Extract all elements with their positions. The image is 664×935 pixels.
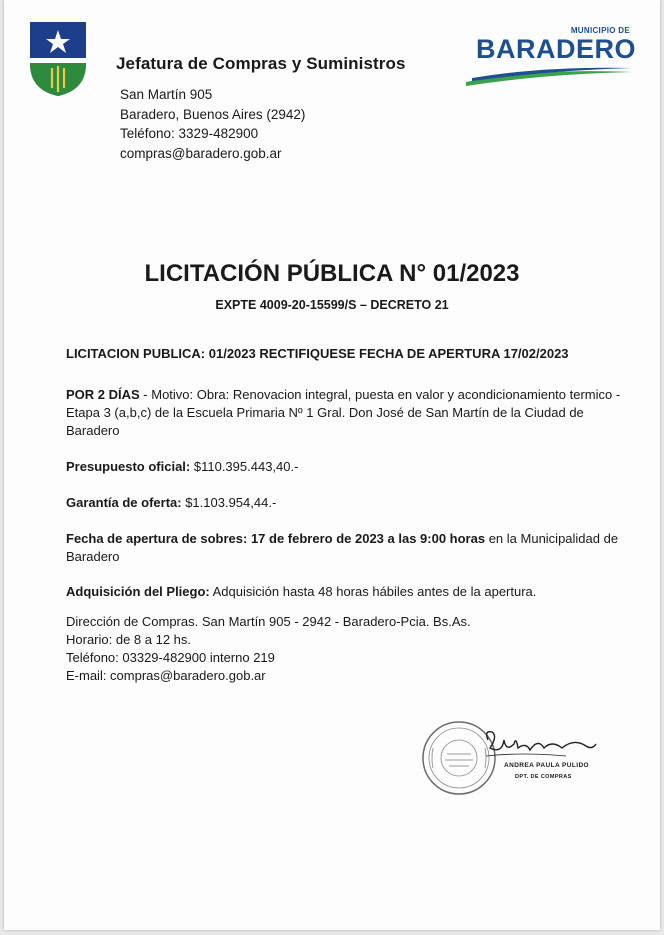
- address-street: San Martín 905: [120, 87, 213, 102]
- garantia-line: [66, 494, 626, 512]
- municipal-shield-icon: [28, 20, 88, 98]
- rectification-line: LICITACION PUBLICA: 01/2023 RECTIFIQUESE FECHA DE APERTURA 17/02/2023: [66, 346, 569, 361]
- document-title: LICITACIÓN PÚBLICA N° 01/2023: [144, 260, 520, 287]
- logo-municipio-text: MUNICIPIO DE: [570, 26, 630, 35]
- pliego-label: Adquisición del Pliego:: [66, 584, 210, 599]
- motivo-text: - Motivo: Obra: Renovacion integral, puesta en valor y acondicionamiento termico - Etapa 3 (a,b,c) de la Escuela Primaria Nº 1 Gral. Don José de San Martín de la Ciudad de Baradero: [66, 387, 621, 438]
- garantia-value: $1.103.954,44.-: [181, 495, 277, 510]
- contact-email: E-mail: compras@baradero.gob.ar: [66, 668, 266, 683]
- signatory-role: DPT. DE COMPRAS: [515, 774, 572, 780]
- department-name: Jefatura de Compras y Suministros: [116, 54, 406, 73]
- expediente-number: EXPTE 4009-20-15599/S – DECRETO 21: [215, 298, 449, 312]
- presupuesto-value: $110.395.443,40.-: [190, 459, 299, 474]
- apertura-label: Fecha de apertura de sobres: 17 de febrero de 2023 a las 9:00 horas: [66, 531, 486, 546]
- signatory-name: ANDREA PAULA PULIDO: [504, 762, 589, 769]
- pliego-text: Adquisición hasta 48 horas hábiles antes de la apertura.: [209, 584, 537, 599]
- contact-phone: Teléfono: 03329-482900 interno 219: [66, 650, 275, 665]
- contact-block: [66, 613, 626, 685]
- presupuesto-label: Presupuesto oficial:: [66, 459, 191, 474]
- apertura-paragraph: [66, 530, 626, 566]
- baradero-logo: [464, 26, 636, 88]
- contact-hours: Horario: de 8 a 12 hs.: [66, 632, 192, 647]
- address-city: Baradero, Buenos Aires (2942): [120, 106, 306, 122]
- pliego-line: [66, 583, 626, 601]
- presupuesto-line: [66, 458, 626, 476]
- handwritten-signature-icon: [482, 726, 602, 766]
- logo-brand-text: BARADERO: [476, 34, 637, 64]
- address-phone: Teléfono: 3329-482900: [120, 126, 259, 141]
- address-email: compras@baradero.gob.ar: [120, 145, 282, 161]
- contact-address: Dirección de Compras. San Martín 905 - 2942 - Baradero-Pcia. Bs.As.: [66, 614, 471, 629]
- motivo-label: POR 2 DÍAS: [66, 387, 140, 402]
- garantia-label: Garantía de oferta:: [66, 495, 182, 510]
- document-page: [4, 0, 660, 930]
- logo-swoosh-icon: [464, 66, 636, 88]
- apertura-text: en la Municipalidad de Baradero: [66, 531, 619, 564]
- motivo-paragraph: [66, 386, 626, 440]
- department-address: [120, 85, 305, 163]
